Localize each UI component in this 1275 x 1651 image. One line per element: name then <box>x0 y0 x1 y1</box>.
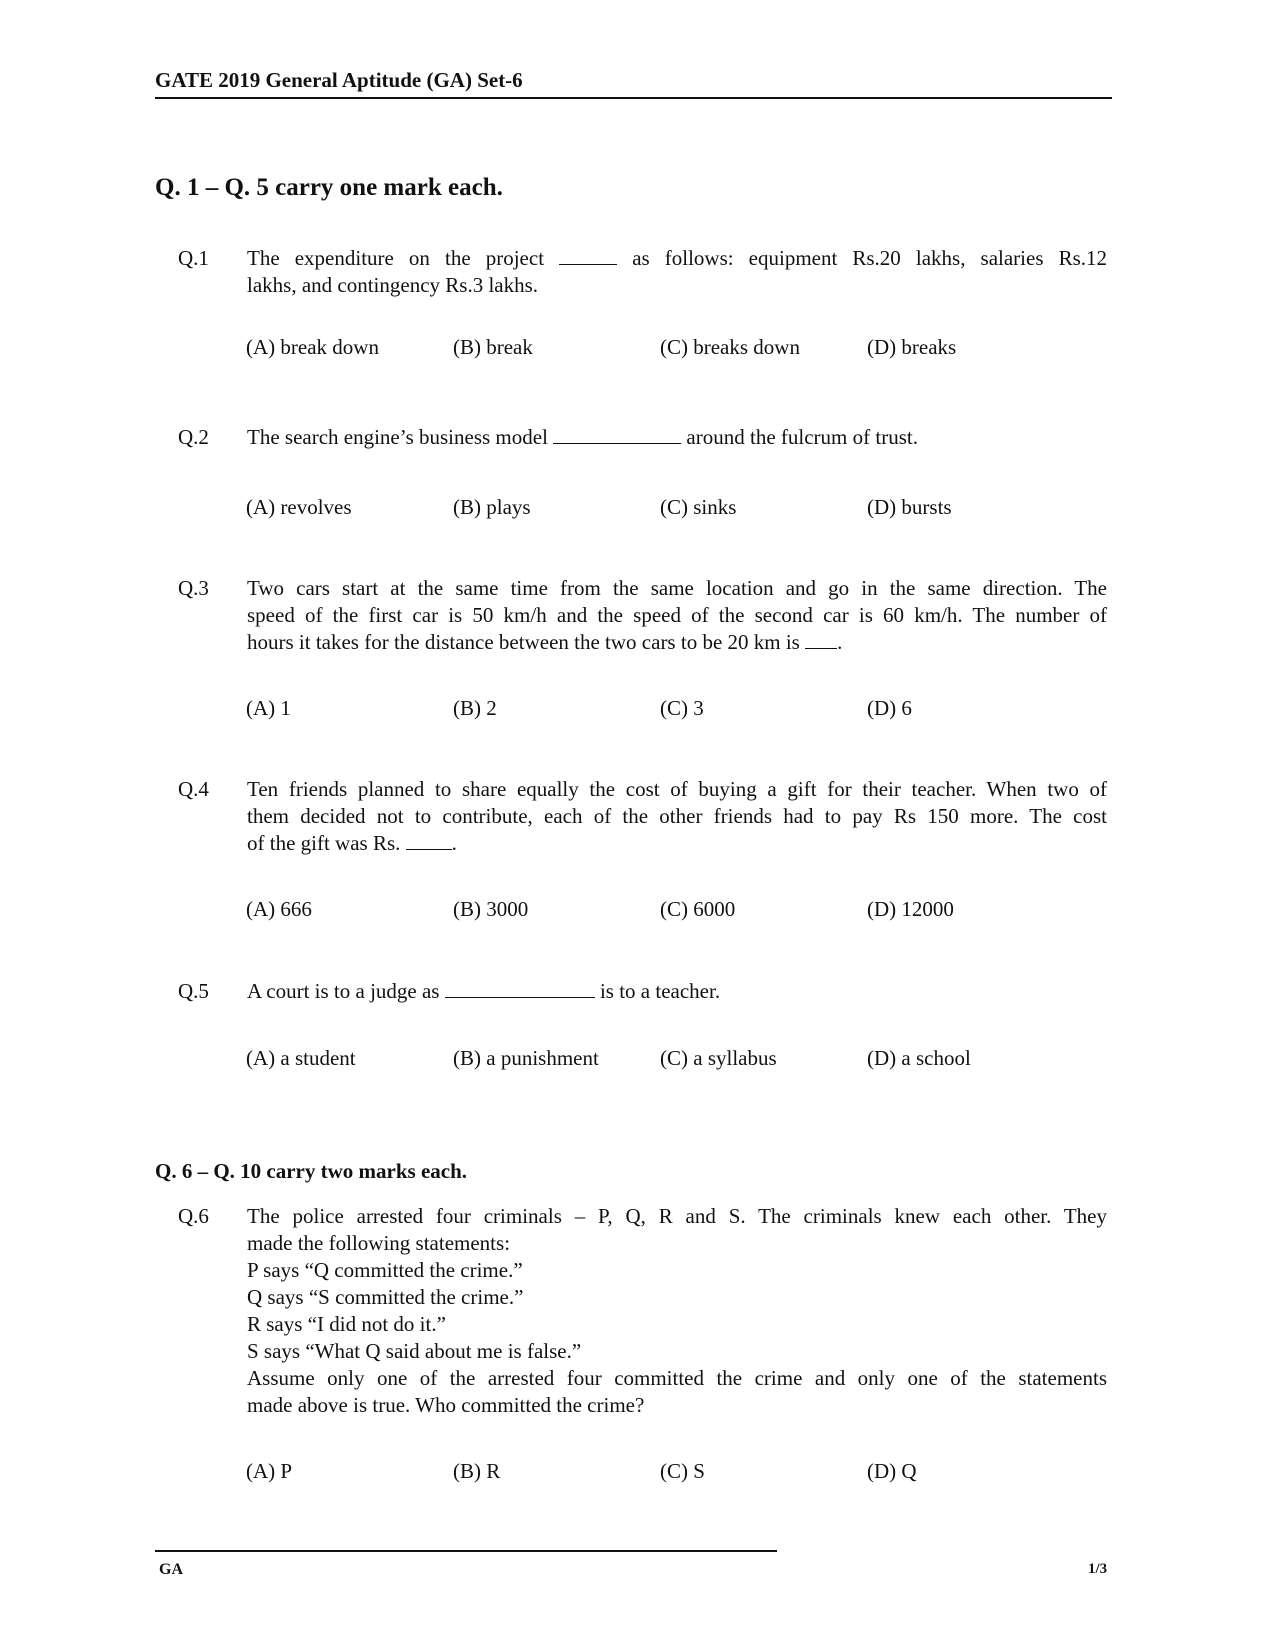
question-number: Q.3 <box>178 576 209 600</box>
option-b[interactable]: (B) break <box>453 335 533 359</box>
footer-left: GA <box>159 1561 183 1578</box>
footer-rule <box>155 1550 777 1552</box>
question-text-line: made above is true. Who committed the crime? <box>247 1393 645 1417</box>
question-number: Q.4 <box>178 777 209 801</box>
question-number: Q.2 <box>178 425 209 449</box>
question-3 <box>178 575 1112 659</box>
options-row-1 <box>246 335 1112 365</box>
question-1 <box>178 245 1112 301</box>
question-text-part: A court is to a judge as <box>247 979 440 1003</box>
question-text-line: speed of the first car is 50 km/h and the speed of the second car is 60 km/h. The number of <box>247 603 1107 627</box>
header-title: GATE 2019 General Aptitude (GA) Set-6 <box>155 68 523 92</box>
option-b[interactable]: (B) R <box>453 1459 501 1483</box>
question-text-line: them decided not to contribute, each of the other friends had to pay Rs 150 more. The cost <box>247 804 1107 828</box>
option-d[interactable]: (D) a school <box>867 1046 971 1070</box>
question-number: Q.6 <box>178 1204 209 1228</box>
option-c[interactable]: (C) 3 <box>660 696 704 720</box>
option-d[interactable]: (D) breaks <box>867 335 957 359</box>
question-5 <box>178 978 1112 1008</box>
question-4 <box>178 776 1112 860</box>
option-c[interactable]: (C) a syllabus <box>660 1046 777 1070</box>
question-number: Q.5 <box>178 979 209 1003</box>
answer-blank <box>406 831 452 850</box>
question-text-part: hours it takes for the distance between the two cars to be 20 km is <box>247 630 800 654</box>
question-text-part: The expenditure on the project <box>247 246 545 270</box>
question-text-line: Ten friends planned to share equally the cost of buying a gift for their teacher. When two of <box>247 777 1107 801</box>
statement-r: R says “I did not do it.” <box>247 1312 446 1336</box>
option-a[interactable]: (A) revolves <box>246 495 352 519</box>
question-2 <box>178 424 1112 454</box>
option-d[interactable]: (D) 6 <box>867 696 912 720</box>
option-d[interactable]: (D) 12000 <box>867 897 954 921</box>
question-text <box>247 978 1107 1005</box>
question-text-part: . <box>837 630 843 654</box>
statement-p: P says “Q committed the crime.” <box>247 1258 523 1282</box>
question-text-part: . <box>451 831 457 855</box>
question-text <box>247 245 1107 299</box>
question-text <box>247 424 1107 451</box>
question-text-line: Two cars start at the same time from the same location and go in the same direction. The <box>247 576 1107 600</box>
question-text <box>247 776 1107 857</box>
question-text-part: of the gift was Rs. <box>247 831 401 855</box>
option-b[interactable]: (B) 2 <box>453 696 497 720</box>
option-c[interactable]: (C) 6000 <box>660 897 736 921</box>
answer-blank <box>805 630 837 649</box>
option-b[interactable]: (B) a punishment <box>453 1046 599 1070</box>
option-a[interactable]: (A) P <box>246 1459 293 1483</box>
option-b[interactable]: (B) plays <box>453 495 531 519</box>
option-c[interactable]: (C) breaks down <box>660 335 800 359</box>
option-c[interactable]: (C) S <box>660 1459 705 1483</box>
question-text <box>247 1203 1107 1419</box>
question-text-part: The search engine’s business model <box>247 425 548 449</box>
page-number: 1/3 <box>1088 1561 1108 1577</box>
question-text-line: lakhs, and contingency Rs.3 lakhs. <box>247 273 539 297</box>
question-text-line: made the following statements: <box>247 1231 511 1255</box>
statement-s: S says “What Q said about me is false.” <box>247 1339 582 1363</box>
statement-q: Q says “S committed the crime.” <box>247 1285 524 1309</box>
options-row-4 <box>246 897 1112 927</box>
question-text-line: Assume only one of the arrested four committed the crime and only one of the statements <box>247 1366 1107 1390</box>
question-text-part: as follows: equipment Rs.20 lakhs, salaries Rs.12 <box>632 246 1108 270</box>
section-heading-two-mark: Q. 6 – Q. 10 carry two marks each. <box>155 1159 468 1183</box>
option-a[interactable]: (A) break down <box>246 335 379 359</box>
answer-blank <box>553 425 681 444</box>
section-heading-one-mark: Q. 1 – Q. 5 carry one mark each. <box>155 174 503 201</box>
options-row-3 <box>246 696 1112 726</box>
header-rule <box>155 97 1112 99</box>
option-a[interactable]: (A) 666 <box>246 897 312 921</box>
options-row-5 <box>246 1046 1112 1076</box>
option-c[interactable]: (C) sinks <box>660 495 737 519</box>
question-text-part: is to a teacher. <box>599 979 721 1003</box>
options-row-2 <box>246 495 1112 525</box>
question-text-line: The police arrested four criminals – P, Q, R and S. The criminals knew each other. They <box>247 1204 1107 1228</box>
question-number: Q.1 <box>178 246 209 270</box>
option-a[interactable]: (A) a student <box>246 1046 356 1070</box>
option-d[interactable]: (D) bursts <box>867 495 952 519</box>
option-b[interactable]: (B) 3000 <box>453 897 529 921</box>
answer-blank <box>559 246 617 265</box>
answer-blank <box>445 979 595 998</box>
question-text <box>247 575 1107 656</box>
option-d[interactable]: (D) Q <box>867 1459 917 1483</box>
question-text-part: around the fulcrum of trust. <box>686 425 918 449</box>
options-row-6 <box>246 1459 1112 1489</box>
option-a[interactable]: (A) 1 <box>246 696 291 720</box>
question-6 <box>178 1203 1112 1421</box>
